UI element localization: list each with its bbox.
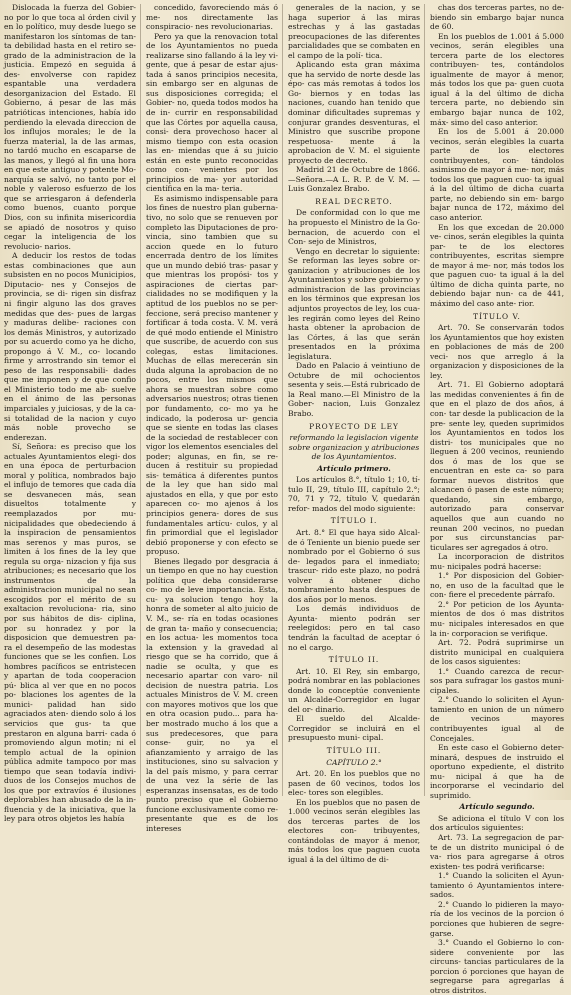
paragraph: concedido, favoreciendo más ó me- nos directamente las conspiracio- nes revolucionarias.	[146, 3, 278, 32]
paragraph: En los de 5.001 á 20.000 vecinos, serán elegibles la cuarta parte de los electores contribuyentes, con- tándolos asimismo de mayor á me- nor, más todos los que paguen cuo- ta igual á la del último de dicha cuarta parte, no debiendo sin em- bargo bajar nunca de 172, máximo del caso anterior.	[430, 127, 564, 223]
paragraph: generales de la nacion, y se haga superior á las miras estrechas y á las gastadas preocupaciones de las diferentes parcialidades que se combaten en el campo de la polí- tica.	[288, 3, 420, 60]
article-heading: Artículo primero.	[317, 463, 391, 473]
text-column-4	[430, 3, 564, 995]
paragraph: De conformidad con lo que me ha propuesto el Ministro de la Go- bernacion, de acuerdo con el Con- sejo de Ministros,	[288, 208, 420, 247]
column-rule	[424, 4, 425, 796]
paragraph: Los demás individuos de Ayunta- miento podrán ser reelegidos: pero en tal caso tendrán la facultad de aceptar ó no el cargo.	[288, 604, 420, 652]
paragraph: El sueldo del Alcalde-Corregidor se incluirá en el presupuesto muni- cipal.	[288, 714, 420, 743]
paragraph: chas dos terceras partes, no de- biendo sin embargo bajar nunca de 60.	[430, 3, 564, 32]
text-column-1	[4, 3, 136, 824]
paragraph: Art. 72. Podrá suprimirse un distrito municipal en cualquiera de los casos siguientes:	[430, 638, 564, 667]
text-column-3	[288, 3, 420, 865]
article-heading: Artículo segundo.	[459, 802, 535, 812]
paragraph: La incorporacion de distritos mu- nicipales podrá hacerse:	[430, 552, 564, 571]
paragraph: Bienes llegado por desgracia á un tiempo en que no hay cuestion política que deba considerarse co- mo de leve importancia. Esta, cu- ya solucion tengo hoy la honra de someter al alto juicio de V. M., se- ría en todas ocasiones de gran ta- maño y consecuencia; en los actua- les momentos toca la extension y la gravedad al riesgo que se ha corrido, que á nadie se oculta, y que es necesario apartar con varo- nil decision de nuestra patria. Los actuales Ministros de V. M. creen con mayores motivos que los que en otra ocasion pudo... para ha- ber mostrado mucho á los que a sus predecesores, que para conse- guir, no ya el afianzamiento y arraigo de las instituciones, sino su salvacion y la del país mismo, y para cerrar de una vez la série de las esperanzas insensatas, es de todo punto preciso que el Gobierno funcione exclusivamente como re- presentante que es de los intereses	[146, 556, 278, 834]
paragraph: En los que excedan de 20.000 ve- cinos, serán elegibles la quinta par- te de los electores contribuyentes, escritas siempre de mayor á me- nor, más todos los que paguen cuo- ta igual á la del último de dicha quinta parte, no debiendo bajar nun- ca de 441, máximo del caso ante- rior.	[430, 222, 564, 308]
paragraph: 2.° Por peticion de los Ayunta- mientos de dos ó mas distritos mu- nicipales interesados en que la in- corporacion se verifique.	[430, 599, 564, 638]
paragraph: 1.° Por disposicion del Gobier- no, en uso de la facultad que le con- fiere el precedente párrafo.	[430, 571, 564, 600]
paragraph: Los artículos 8.°, título 1; 10, tí- tulo II, 29, título III, capítulo 2.°; 70, 71 y 72, título V, quedarán refor- mados del modo siguiente:	[288, 475, 420, 513]
paragraph: Vengo en decretar lo siguiente: Se reforman las leyes sobre or- ganizacion y atribuciones de los Ayuntamientos y sobre gobierno y administracion de las provincias en los términos que expresan los adjuntos proyectos de ley, los cua- les regirán como leyes del Reino hasta obtener la aprobacion de las Córtes, á las que serán presentados en la próxima legislatura.	[288, 246, 420, 361]
text-column-2	[146, 3, 278, 834]
title-heading: TÍTULO V.	[473, 311, 521, 321]
paragraph: Art. 10. El Rey, sin embargo, podrá nombrar en las poblaciones donde lo conceptúe conveniente un Alcalde-Corregidor en lugar del or- dinario.	[288, 666, 420, 714]
paragraph: Es asimismo indispensable para los fines de nuestro plan guberna- tivo, no solo que se renueven por completo las Diputaciones de pro- vincia, sino tambien que su accion quede en lo futuro encerrada dentro de los límites que un mundo debió tras- pasar y que mientras los propósi- tos y aspiraciones de ciertas par- cialidades no se modifiquen y la aptitud de los pueblos no se per- feccione, será preciso mantener y fortificar á toda costa. V. M. verá de qué modo entiende el Ministro que suscribe, de acuerdo con sus colegas, estas limitaciones. Muchas de ellas merecerán sin duda alguna la aprobacion de no pocos, entre los mismos que ahora se muestran sobre como adversarios nuestros; otras tienen por fundamento, co- mo ya he indicado, la poderosa ur- gencia que se siente en todas las clases de la sociedad de restablecer con vigor los elementos esenciales del poder; algunas, en fin, se re- ducen á restituir su propiedad sis- temática á diferentes puntos de la ley que han sido mal ajustados en ella, y que por esto aparecen co- mo ajenos á los principios genera- dores de sus fundamentales artícu- culos, y al fin primordial que el legislador debió proponerse y con efecto se propuso.	[146, 193, 278, 557]
paragraph: Se adiciona el título V con los dos artículos siguientes:	[430, 813, 564, 833]
title-heading: TÍTULO I.	[330, 516, 378, 526]
paragraph: 1.° Cuando la soliciten el Ayun- tamiento ó Ayuntamientos intere- sados.	[430, 871, 564, 900]
column-rule	[140, 4, 141, 796]
paragraph: Aplicando esta gran máxima que ha servido de norte desde las épo- cas más remotas á todos los Go- biernos y en todas las naciones, cuando han tenido que dominar dificultades supremas y conjurar grandes desventuras, el Ministro que suscribe propone respetuosa- mente á la aprobacion de V. M. el siguiente proyecto de decreto.	[288, 60, 420, 165]
paragraph: 2.° Cuando lo pidieren la mayo- ría de los vecinos de la porcion ó porciones que hubieren de segre- garse.	[430, 899, 564, 938]
chapter-heading: CAPÍTULO 2.°	[326, 757, 382, 767]
section-heading: PROYECTO DE LEY	[309, 421, 399, 431]
title-heading: TÍTULO II.	[328, 655, 380, 665]
paragraph: Art. 71. El Gobierno adoptará las medidas convenientes á fin de que en el plazo de dos años, á con- tar desde la publicacion de la pre- sente ley, queden suprimidos los Ayuntamientos en todos los distri- tos municipales que no lleguen á 200 vecinos, reuniendo dos ó mas de los que se encuentran en este ca- so para formar nuevos distritos que alcancen ó pasen de este número; quedando, sin embargo, autorizado para conservar aquellos que aun cuando no reunan 200 vecinos, no puedan por sus circunstancias par- ticulares ser agregados á otro.	[430, 380, 564, 552]
title-heading: TÍTULO III.	[326, 746, 382, 756]
section-subheading: reformando la legislacion vigente sobre organizacion y atribuciones de los Ayuntamientos.	[288, 433, 420, 462]
paragraph: En los pueblos que no pasen de 1.000 vecinos serán elegibles las dos terceras partes de los electores con- tribuyentes, contándolas de mayor á menor, más todos los que paguen cuota igual á la del último de di-	[288, 797, 420, 865]
paragraph: 1.° Cuando carezca de recur- sos para sufragar los gastos muni- cipales.	[430, 666, 564, 695]
paragraph: En este caso el Gobierno deter- minará, despues de instruido el oportuno expediente, el distrito mu- nicipal á que ha de incorporarse el vecindario del suprimido.	[430, 743, 564, 800]
paragraph: Art. 73. La segregacion de par- te de un distrito municipal ó de va- rios para agregarse á otros existen- tes podrá verificarse:	[430, 833, 564, 871]
paragraph: Dado en Palacio á veintiuno de Octubre de mil ochocientos sesenta y seis.—Está rubricado de la Real mano.—El Ministro de la Gober- nacion, Luis Gonzalez Brabo.	[288, 361, 420, 418]
paragraph: Art. 8.° El que haya sido Alcal- de ó Teniente un bienio puede ser nombrado por el Gobierno ó sus de- legados para el inmediato; trascur- rido este plazo, no podrá volver á obtener dicho nombramiento hasta despues de dos años por lo menos.	[288, 527, 420, 604]
paragraph: En los pueblos de 1.001 á 5.000 vecinos, serán elegibles una tercera parte de los electores contribuyen- tes, contándolos igualmente de mayor á menor, más todos los que pa- guen cuota igual á la del último de dicha tercera parte, no debiendo sin embargo bajar nunca de 102, máx- simo del caso anterior.	[430, 31, 564, 127]
paragraph: Pero ya que la renovacion total de los Ayuntamientos no pueda realizarse sino fallando á la ley vi- gente, que á pesar de estar ajus- tada á sanos principios necesita, sin embargo ser en algunas de sus disposiciones corregida; el Gobier- no, queda todos modos ha de in- currir en responsabilidad que las Córtes por aquella causa, consi- dera provechoso hacer al mismo tiempo con esta ocasion las en- miendas que á su juicio están en este punto reconocidas como con- venientes por los principios de ma- yor autoridad científica en la ma- teria.	[146, 31, 278, 194]
paragraph: 3.° Cuando el Gobierno lo con- sidere conveniente por las circuns- tancias particulares de la porcion ó porciones que hayan de segregarse para agregarlas á otros distritos.	[430, 938, 564, 995]
signature-line: Madrid 21 de Octubre de 1866. —Señora.—A L. R. P. de V. M. —Luis Gonzalez Brabo.	[288, 165, 420, 194]
paragraph: Art. 70. Se conservarán todos los Ayuntamientos que hoy existen en poblaciones de más de 200 veci- nos que arreglo á la organizacion y disposiciones de la ley.	[430, 323, 564, 380]
paragraph: A deducir los restos de todas estas combinaciones que aun subsisten en no pocos Municipios, Diputacio- nes y Consejos de provincia, se di- rigen sin disfraz ni fingir alguno las dos graves medidas que des- pues de largas y maduras delibe- raciones con los demás Ministros, y autorizado por su acuerdo como ya he dicho, propongo á V. M., co- locando firme y arrostrando sin temor el peso de las responsabili- dades que me imponen y de que confio el Ministerio todo me ab- suelve en el ánimo de las personas imparciales y juiciosas, y de la ca- si totalidad de la nacion y cuyo más noble provecho se enderezan.	[4, 251, 136, 442]
paragraph: Sí, Señora: es preciso que los actuales Ayuntamientos elegi- dos en una época de perturbacion moral y política, nombrados bajo el influjo de temores que cada día se desvanecen más, sean disueltos totalmente y reemplazados por mu- nicipalidades que obedeciendo á la inspiracion de pensamientos mas serenos y mas puros, se limiten á los fines de la ley que regula su orga- nizacion y fija sus atribuciones; es necesario que los instrumentos de la administracion municipal no sean escogidos por el mérito de su exaltacion revoluciona- ria, sino por sus hábitos de dis- ciplina, por su honradez y por la disposicion que demuestren pa- ra el desempeño de las modestas funciones que se les confien. Los hombres pacíficos se entristecen y apartan de toda cooperacion pú- blica al ver que en no pocos po- blaciones los agentes de la munici- palidad han sido agraciados aten- diendo solo á los servicios que gus- ta que prestaron en alguna barri- cada ó promoviendo algun motin; ni el templo actual de la opinion pública admite tampoco por mas tiempo que sean todavía indivi- duos de los Consejos muchos de los que por extravíos é ilusiones deplorables han abusado de la in- fluencia y de la iniciativa, que la ley para otros objetos les había	[4, 442, 136, 824]
paragraph: Dislocada la fuerza del Gobier- no por lo que toca al órden civil y en lo político, muy desde luego se manifestaron los síntomas de tan- ta debilidad hasta en el retiro se- grado de la administracion de la justicia. Empezó en seguida á des- envolverse con rapidez espantable una verdadera desorganizacion del Estado. El Gobierno, á pesar de las más patrióticas intenciones, había ido perdiendo la elevada direccion de los influjos morales; le de la fuerza material, la de las armas, no tardó mucho en escaparse de las manos, y llegó al fin una hora en que este antiguo y potente Mo- narquía se salvó, no tanto por el noble y valeroso esfuerzo de los que se arriesgaron á defenderla como buenos, cuanto porque Dios, con su infinita misericordia se apiadó de nosotros y quiso cegar la inteligencia de los revolucio- narios.	[4, 3, 136, 251]
section-heading: REAL DECRETO.	[315, 196, 393, 206]
paragraph: 2.° Cuando lo soliciten el Ayun- tamiento en union de un número de vecinos mayores contribuyentes igual al de Concejales.	[430, 695, 564, 743]
paragraph: Art. 20. En los pueblos que no pasen de 60 vecinos, todos los elec- tores son elegibles.	[288, 769, 420, 798]
column-rule	[282, 4, 283, 796]
